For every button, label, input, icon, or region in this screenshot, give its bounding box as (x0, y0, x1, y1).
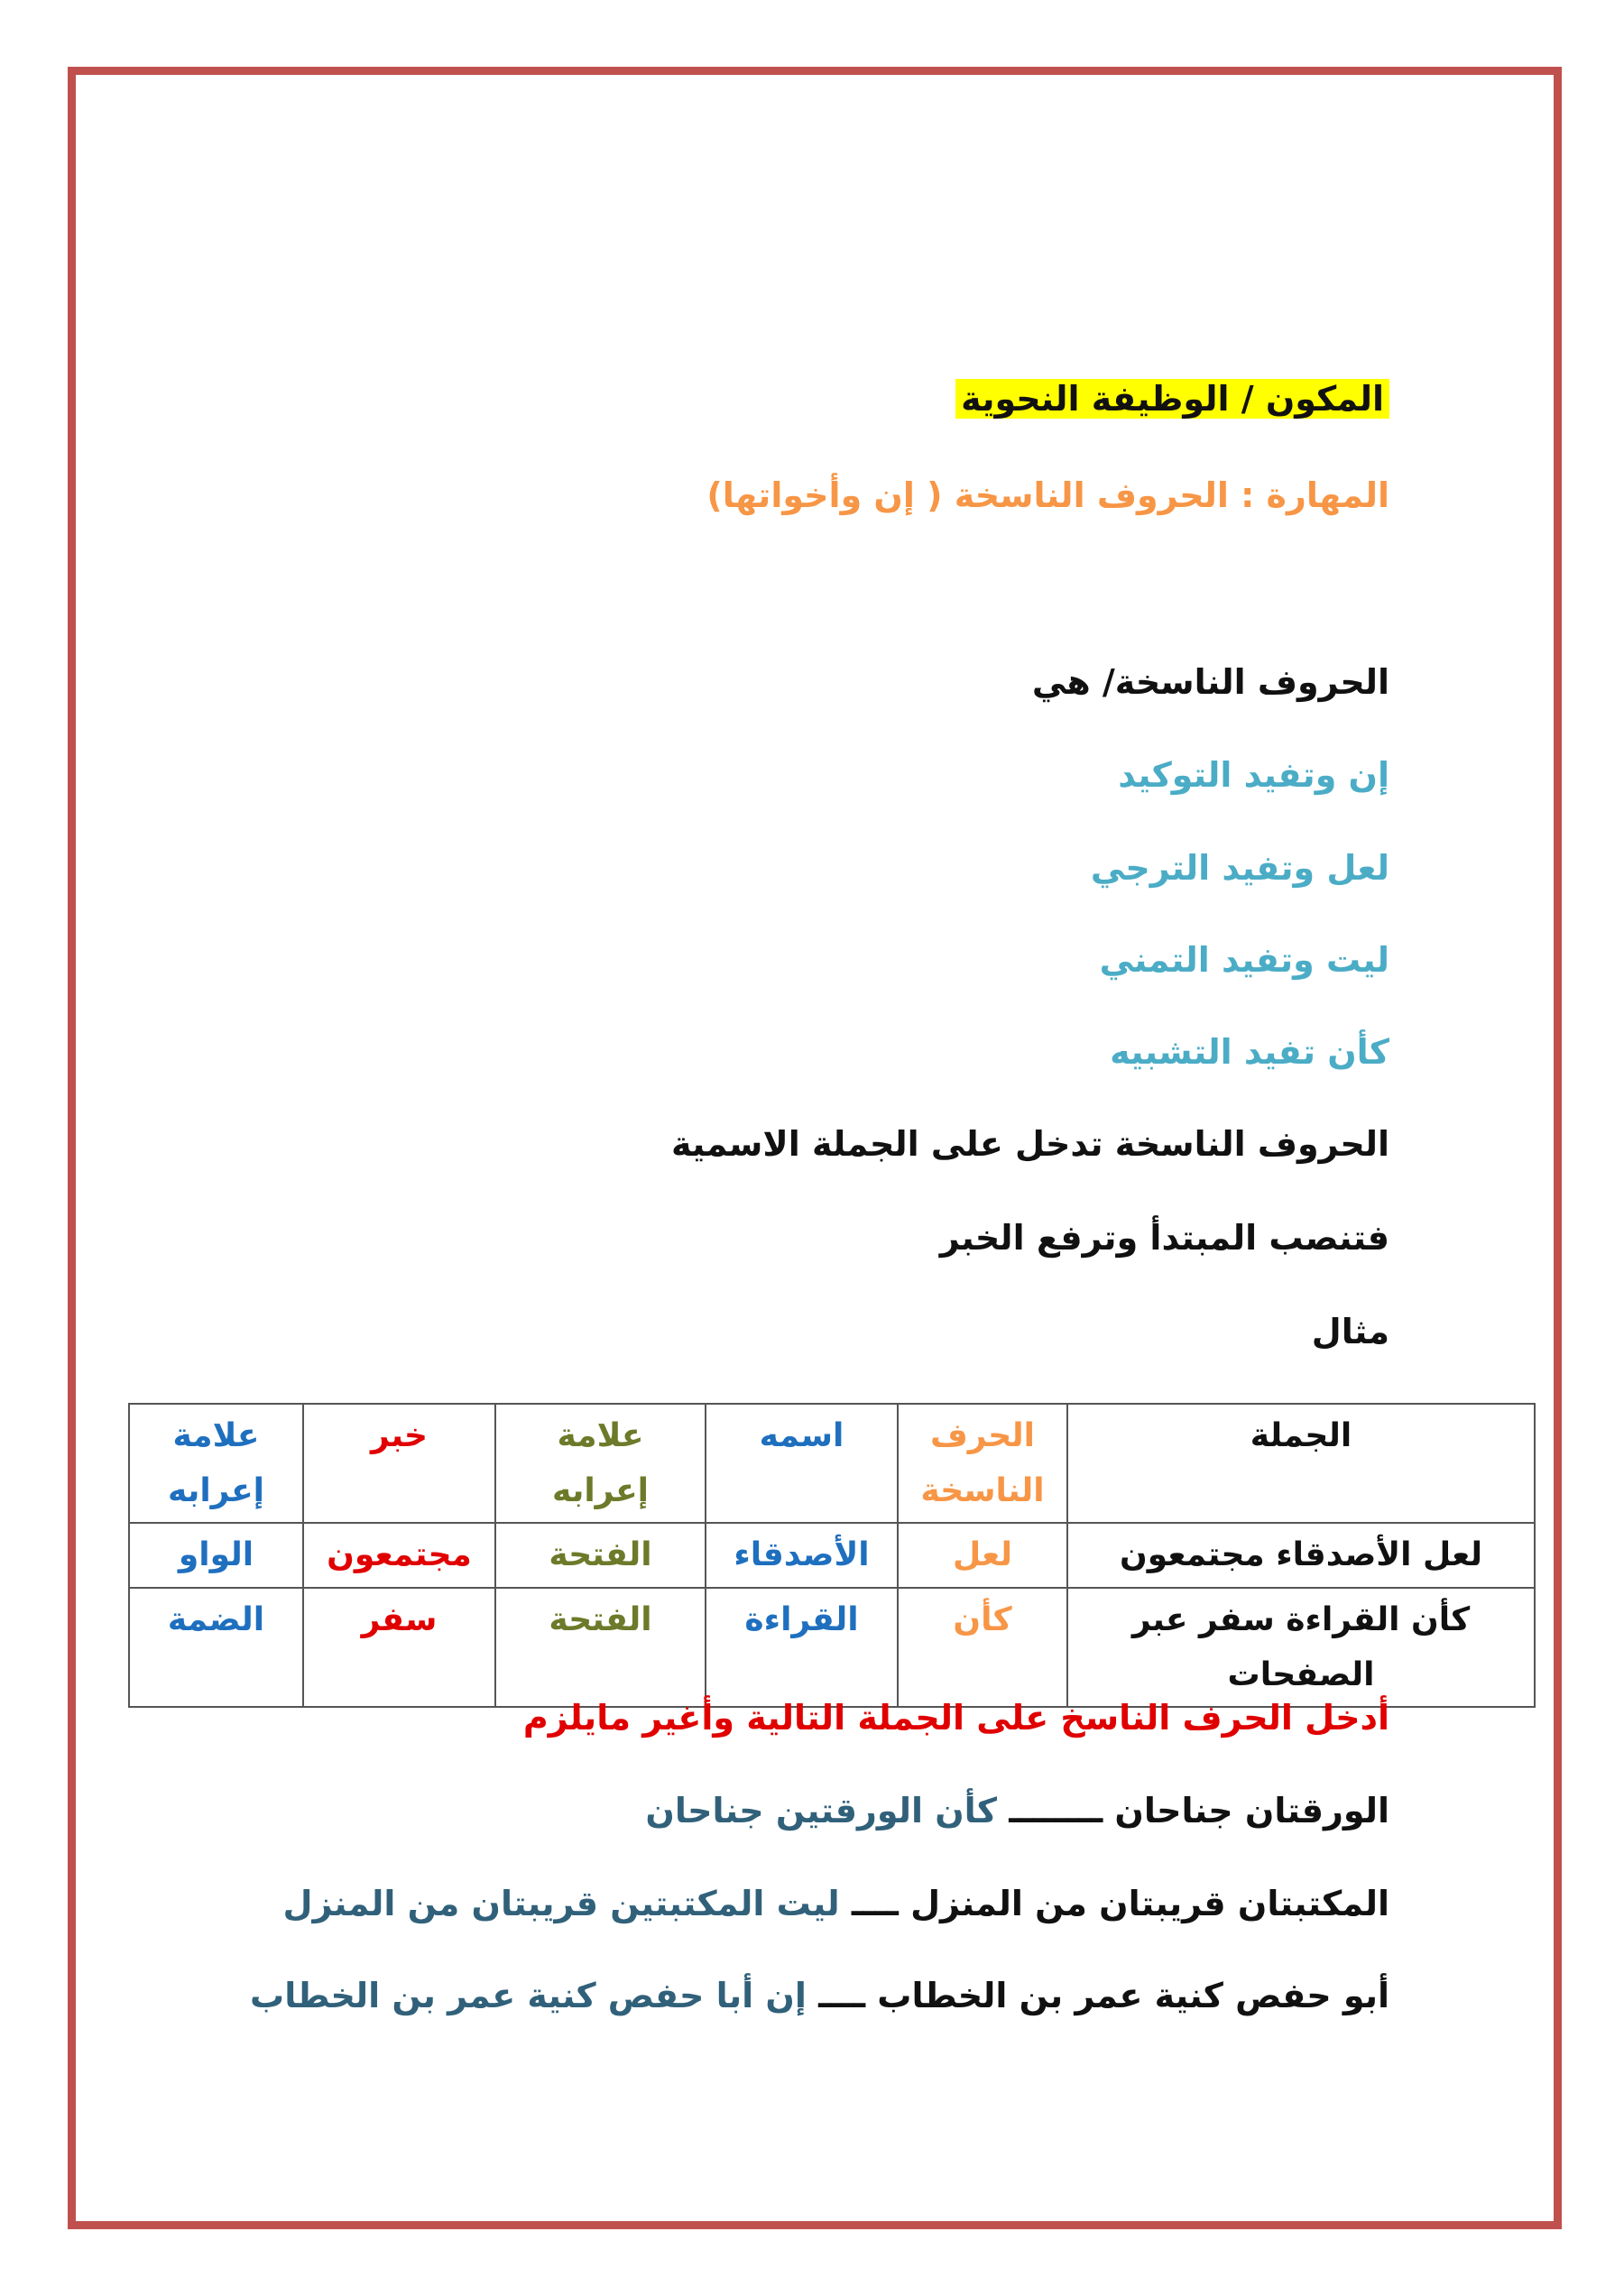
exercise-item (282, 1882, 1389, 1926)
row-khabar-mark: الواو (129, 1523, 303, 1587)
exercise-original: الورقتان جناحان (1114, 1791, 1389, 1830)
header-particle: الحرف الناسخة (898, 1404, 1067, 1523)
header-ism: اسمه (706, 1404, 898, 1523)
header-khabar-mark: علامة إعرابه (129, 1404, 303, 1523)
component-title: المكون / الوظيفة النحوية (955, 377, 1389, 421)
rule-line-1: الحروف الناسخة تدخل على الجملة الاسمية (671, 1124, 1389, 1164)
row-ism-mark: الفتحة (495, 1588, 706, 1707)
header-sentence: الجملة (1067, 1404, 1535, 1523)
header-ism-mark: علامة إعرابه (495, 1404, 706, 1523)
particle-item-layta: ليت وتفيد التمني (1099, 940, 1389, 980)
exercise-original: أبو حفص كنية عمر بن الخطاب (877, 1976, 1389, 2015)
exercise-separator: ــــ (818, 1976, 866, 2015)
row-khabar-mark: الضمة (129, 1588, 303, 1707)
exercise-answer: إن أبا حفص كنية عمر بن الخطاب (250, 1976, 807, 2015)
exercise-item (645, 1789, 1389, 1833)
intro-heading: الحروف الناسخة/ هي (1031, 662, 1389, 702)
row-particle: لعل (898, 1523, 1067, 1587)
particle-item-kaanna: كأن تفيد التشبيه (1110, 1032, 1389, 1072)
particle-item-inna: إن وتفيد التوكيد (1118, 755, 1389, 795)
row-sentence: لعل الأصدقاء مجتمعون (1067, 1523, 1535, 1587)
particle-item-laalla: لعل وتفيد الترجي (1090, 848, 1389, 888)
exercise-item (250, 1974, 1389, 2018)
rule-line-2: فتنصب المبتدأ وترفع الخبر (939, 1218, 1389, 1258)
row-ism: القراءة (706, 1588, 898, 1707)
exercise-answer: كأن الورقتين جناحان (645, 1791, 998, 1830)
exercise-separator: ــــ (851, 1884, 899, 1923)
skill-title: المهارة : الحروف الناسخة ( إن وأخواتها) (706, 475, 1389, 515)
exercise-separator: ــــــــ (1009, 1791, 1103, 1830)
exercise-instruction: أدخل الحرف الناسخ على الجملة التالية وأغير مايلزم (522, 1698, 1389, 1738)
table-row (129, 1588, 1535, 1707)
row-khabar: مجتمعون (303, 1523, 495, 1587)
exercise-answer: ليت المكتبتين قريبتان من المنزل (282, 1884, 840, 1923)
example-label: مثال (1311, 1312, 1389, 1351)
row-sentence: كأن القراءة سفر عبر الصفحات (1067, 1588, 1535, 1707)
table-header-row (129, 1404, 1535, 1523)
exercise-original: المكتبتان قريبتان من المنزل (910, 1884, 1389, 1923)
row-ism: الأصدقاء (706, 1523, 898, 1587)
row-particle: كأن (898, 1588, 1067, 1707)
row-khabar: سفر (303, 1588, 495, 1707)
example-table (128, 1403, 1536, 1708)
table-row (129, 1523, 1535, 1587)
row-ism-mark: الفتحة (495, 1523, 706, 1587)
header-khabar: خبر (303, 1404, 495, 1523)
